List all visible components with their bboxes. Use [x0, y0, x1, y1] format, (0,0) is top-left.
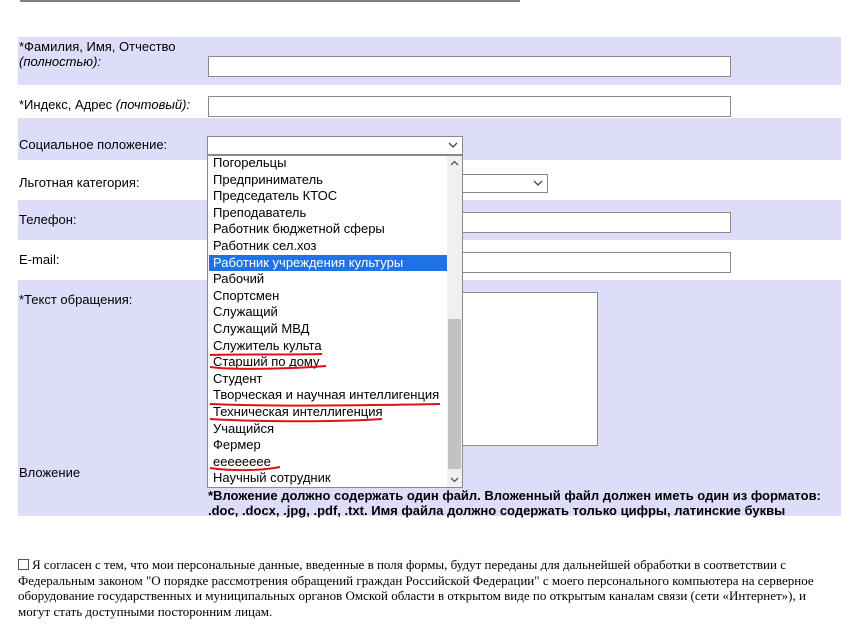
benefit-label: Льготная категория:	[19, 175, 140, 190]
dropdown-option[interactable]: Предприниматель	[213, 171, 323, 187]
dropdown-option[interactable]: Председатель КТОС	[213, 188, 338, 204]
consent-block	[18, 557, 838, 619]
dropdown-option[interactable]: Научный сотрудник	[213, 470, 331, 486]
dropdown-option[interactable]: Служитель культа	[213, 337, 322, 353]
dropdown-option[interactable]: Фермер	[213, 437, 261, 453]
fio-hint: (полностью):	[19, 54, 102, 69]
fio-label-text: *Фамилия, Имя, Отчество	[19, 39, 176, 54]
address-label-text: *Индекс, Адрес	[19, 97, 113, 112]
dropdown-option[interactable]: Служащий МВД	[213, 321, 310, 336]
message-label: *Текст обращения:	[19, 292, 133, 307]
phone-label: Телефон:	[19, 212, 77, 227]
consent-checkbox[interactable]	[18, 559, 29, 570]
dropdown-option[interactable]: Учащийся	[213, 420, 275, 436]
address-hint: (почтовый):	[115, 97, 191, 112]
dropdown-option[interactable]: ееееееее	[213, 453, 271, 469]
attachment-note: *Вложение должно содержать один файл. Вложенный файл должен иметь один из форматов: .doc, .docx, .jpg, .pdf, .txt. Имя файла должно содержать только цифры, латинские буквы	[208, 488, 821, 518]
annotation-underline	[210, 366, 326, 369]
annotation-underline	[210, 467, 280, 470]
email-label: E-mail:	[19, 252, 60, 267]
annotation-underline	[210, 404, 440, 406]
dropdown-option[interactable]: Творческая и научная интеллигенция	[213, 387, 440, 403]
dropdown-option[interactable]: Преподаватель	[213, 204, 307, 220]
attachment-label: Вложение	[19, 465, 81, 480]
annotation-underline	[210, 419, 382, 421]
dropdown-option[interactable]: Погорельцы	[213, 155, 287, 170]
dropdown-option[interactable]: Студент	[213, 370, 263, 386]
dropdown-option[interactable]: Служащий	[213, 304, 278, 320]
dropdown-option[interactable]: Спортсмен	[213, 287, 280, 303]
dropdown-option[interactable]: Работник бюджетной сферы	[213, 221, 385, 237]
dropdown-option[interactable]: Работник учреждения культуры	[209, 255, 447, 272]
dropdown-option[interactable]: Работник сел.хоз	[213, 238, 317, 253]
dropdown-option[interactable]: Старший по дому	[213, 354, 320, 370]
consent-text: Я согласен с тем, что мои персональные данные, введенные в поля формы, будут переданы для дальнейшей обработки в соответствии с Федеральным законом "О порядке рассмотрения обращений граждан Российской Федерации" с моего персонального компьютера на серверное оборудование государственных и муниципальных органов Омской области в открытом виде по открытым каналам связи (сети «Интернет»), и могут стать доступными посторонним лицам.	[18, 557, 814, 619]
social-label: Социальное положение:	[19, 137, 168, 152]
dropdown-option[interactable]: Рабочий	[213, 271, 265, 287]
annotation-underline	[210, 354, 322, 355]
dropdown-option[interactable]: Техническая интеллигенция	[213, 404, 383, 419]
